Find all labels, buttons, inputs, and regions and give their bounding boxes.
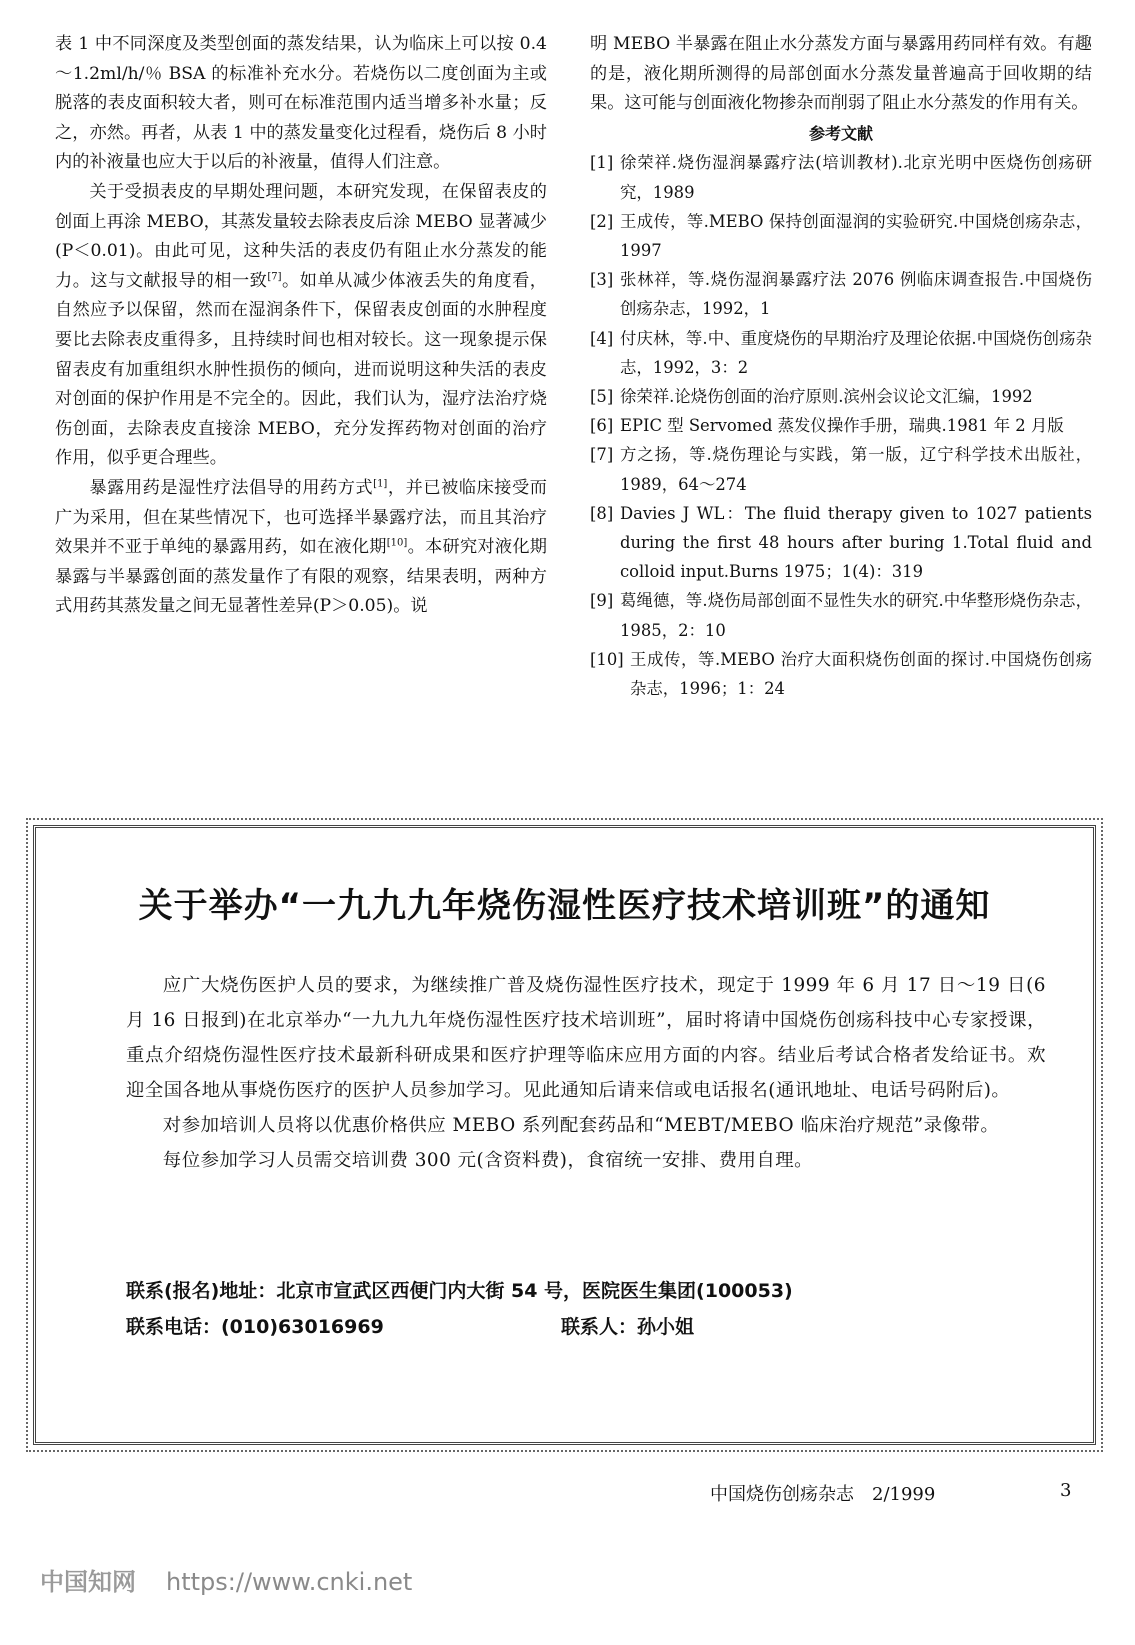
reference-number: [3] [590, 270, 614, 290]
body-paragraph [55, 178, 547, 474]
reference-number: [1] [590, 153, 614, 173]
reference-number: [5] [590, 387, 614, 406]
paragraph-text: 。如单从减少体液丢失的角度看，自然应予以保留，然而在湿润条件下，保留表皮创面的水肿程度要比去除表皮重得多，且持续时间也相对较长。这一现象提示保留表皮有加重组织水肿性损伤的倾向，进而说明这种失活的表皮对创面的保护作用是不完全的。因此，我们认为，湿疗法治疗烧伤创面，去除表皮直接涂 MEBO，充分发挥药物对创面的治疗作用，似乎更合理些。 [55, 270, 547, 469]
body-paragraph: 明 MEBO 半暴露在阻止水分蒸发方面与暴露用药同样有效。有趣的是，液化期所测得的局部创面水分蒸发量普遍高于回收期的结果。这可能与创面液化物掺杂而削弱了阻止水分蒸发的作用有关。 [590, 34, 1092, 114]
page-number: 3 [1060, 1480, 1072, 1501]
notice-body [126, 968, 1046, 1178]
reference-list [590, 148, 1092, 703]
reference-item [590, 440, 1092, 498]
contact-address: 联系(报名)地址：北京市宣武区西便门内大街 54 号，医院医生集团(100053) [126, 1280, 793, 1302]
reference-item [590, 207, 1092, 265]
reference-item [590, 645, 1092, 703]
reference-text: 付庆林，等.中、重度烧伤的早期治疗及理论依据.中国烧伤创疡杂志，1992，3：2 [620, 328, 1092, 377]
reference-number: [6] [590, 416, 614, 436]
footer-journal: 中国烧伤创疡杂志 2/1999 [710, 1484, 936, 1505]
contact-person: 联系人：孙小姐 [561, 1316, 695, 1338]
reference-text: 徐荣祥.论烧伤创面的治疗原则.滨州会议论文汇编，1992 [620, 387, 1033, 406]
reference-text: 张林祥，等.烧伤湿润暴露疗法 2076 例临床调查报告.中国烧伤创疡杂志，1992，1 [620, 270, 1092, 319]
left-column [55, 30, 547, 622]
reference-number: [8] [590, 503, 614, 523]
contact-row [126, 1309, 1046, 1345]
body-paragraph: 表 1 中不同深度及类型创面的蒸发结果，认为临床上可以按 0.4～1.2ml/h/％ BSA 的标准补充水分。若烧伤以二度创面为主或脱落的表皮面积较大者，则可在标准范围内适当增多补水量；反之，亦然。再者，从表 1 中的蒸发量变化过程看，烧伤后 8 小时内的补液量也应大于以后的补液量，值得人们注意。 [55, 34, 547, 173]
contact-info [126, 1273, 1046, 1345]
paragraph-text: 暴露用药是湿性疗法倡导的用药方式 [89, 477, 374, 498]
reference-number: [4] [590, 328, 614, 348]
reference-text: 方之扬，等.烧伤理论与实践，第一版，辽宁科学技术出版社，1989，64～274 [620, 445, 1092, 494]
reference-item [590, 382, 1092, 411]
reference-item [590, 148, 1092, 206]
watermark [40, 1562, 412, 1597]
contact-phone: 联系电话：(010)63016969 [126, 1316, 384, 1338]
reference-number: [9] [590, 591, 614, 611]
reference-number: [2] [590, 211, 614, 231]
reference-text: 葛绳德，等.烧伤局部创面不显性失水的研究.中华整形烧伤杂志，1985，2：10 [620, 591, 1092, 640]
cnki-logo: 中国知网 [40, 1568, 136, 1596]
reference-text: 徐荣祥.烧伤湿润暴露疗法(培训教材).北京光明中医烧伤创疡研究，1989 [620, 153, 1092, 202]
paragraph-text: ，并已被临床接受而广为采用，但在某些情况下，也可选择半暴露疗法，而且其治疗效果并不亚于单纯的暴露用药，如在液化期 [55, 477, 547, 558]
notice-paragraph: 对参加培训人员将以优惠价格供应 MEBO 系列配套药品和“MEBT/MEBO 临床治疗规范”录像带。 [162, 1115, 1000, 1136]
reference-number: [7] [590, 445, 614, 465]
notice-paragraph: 应广大烧伤医护人员的要求，为继续推广普及烧伤湿性医疗技术，现定于 1999 年 6 月 17 日～19 日(6 月 16 日报到)在北京举办“一九九九年烧伤湿性医疗技术培训班”，届时将请中国烧伤创疡科技中心专家授课，重点介绍烧伤湿性医疗技术最新科研成果和医疗护理等临床应用方面的内容。结业后考试合格者发给证书。欢迎全国各地从事烧伤医疗的医护人员参加学习。见此通知后请来信或电话报名(通讯地址、电话号码附后)。 [126, 975, 1046, 1101]
reference-item [590, 265, 1092, 323]
citation-link[interactable]: [7] [267, 271, 282, 283]
citation-link[interactable]: [1] [373, 478, 388, 490]
reference-text: EPIC 型 Servomed 蒸发仪操作手册，瑞典.1981 年 2 月版 [620, 416, 1064, 436]
paragraph-text: 关于受损表皮的早期处理问题，本研究发现，在保留表皮的创面上再涂 MEBO，其蒸发量较去除表皮后涂 MEBO 显著减少(P＜0.01)。由此可见，这种失活的表皮仍有阻止水分蒸发的能力。这与文献报导的相一致 [55, 181, 547, 291]
reference-item [590, 586, 1092, 644]
right-column [590, 30, 1092, 703]
reference-text: 王成传，等.MEBO 保持创面湿润的实验研究.中国烧创疡杂志，1997 [620, 211, 1092, 260]
notice-title: 关于举办“一九九九年烧伤湿性医疗技术培训班”的通知 [138, 886, 991, 926]
reference-number: [10] [590, 649, 624, 669]
reference-item [590, 499, 1092, 587]
paragraph-text: 。本研究对液化期暴露与半暴露创面的蒸发量作了有限的观察，结果表明，两种方式用药其蒸发量之间无显著性差异(P＞0.05)。说 [55, 537, 547, 617]
notice-box [33, 825, 1096, 1445]
reference-item [590, 411, 1092, 440]
body-paragraph [55, 474, 547, 622]
citation-link[interactable]: [10] [386, 537, 408, 549]
references-heading: 参考文献 [808, 123, 873, 143]
watermark-url[interactable]: https://www.cnki.net [166, 1568, 413, 1596]
reference-text: 王成传，等.MEBO 治疗大面积烧伤创面的探讨.中国烧伤创疡杂志，1996；1：24 [630, 649, 1092, 699]
notice-paragraph: 每位参加学习人员需交培训费 300 元(含资料费)，食宿统一安排、费用自理。 [162, 1150, 814, 1171]
reference-text: Davies J WL：The fluid therapy given to 1027 patients during the first 48 hours after buring 1.Total fluid and colloid input.Burns 1975；1(4)：319 [620, 503, 1092, 582]
reference-item [590, 324, 1092, 382]
